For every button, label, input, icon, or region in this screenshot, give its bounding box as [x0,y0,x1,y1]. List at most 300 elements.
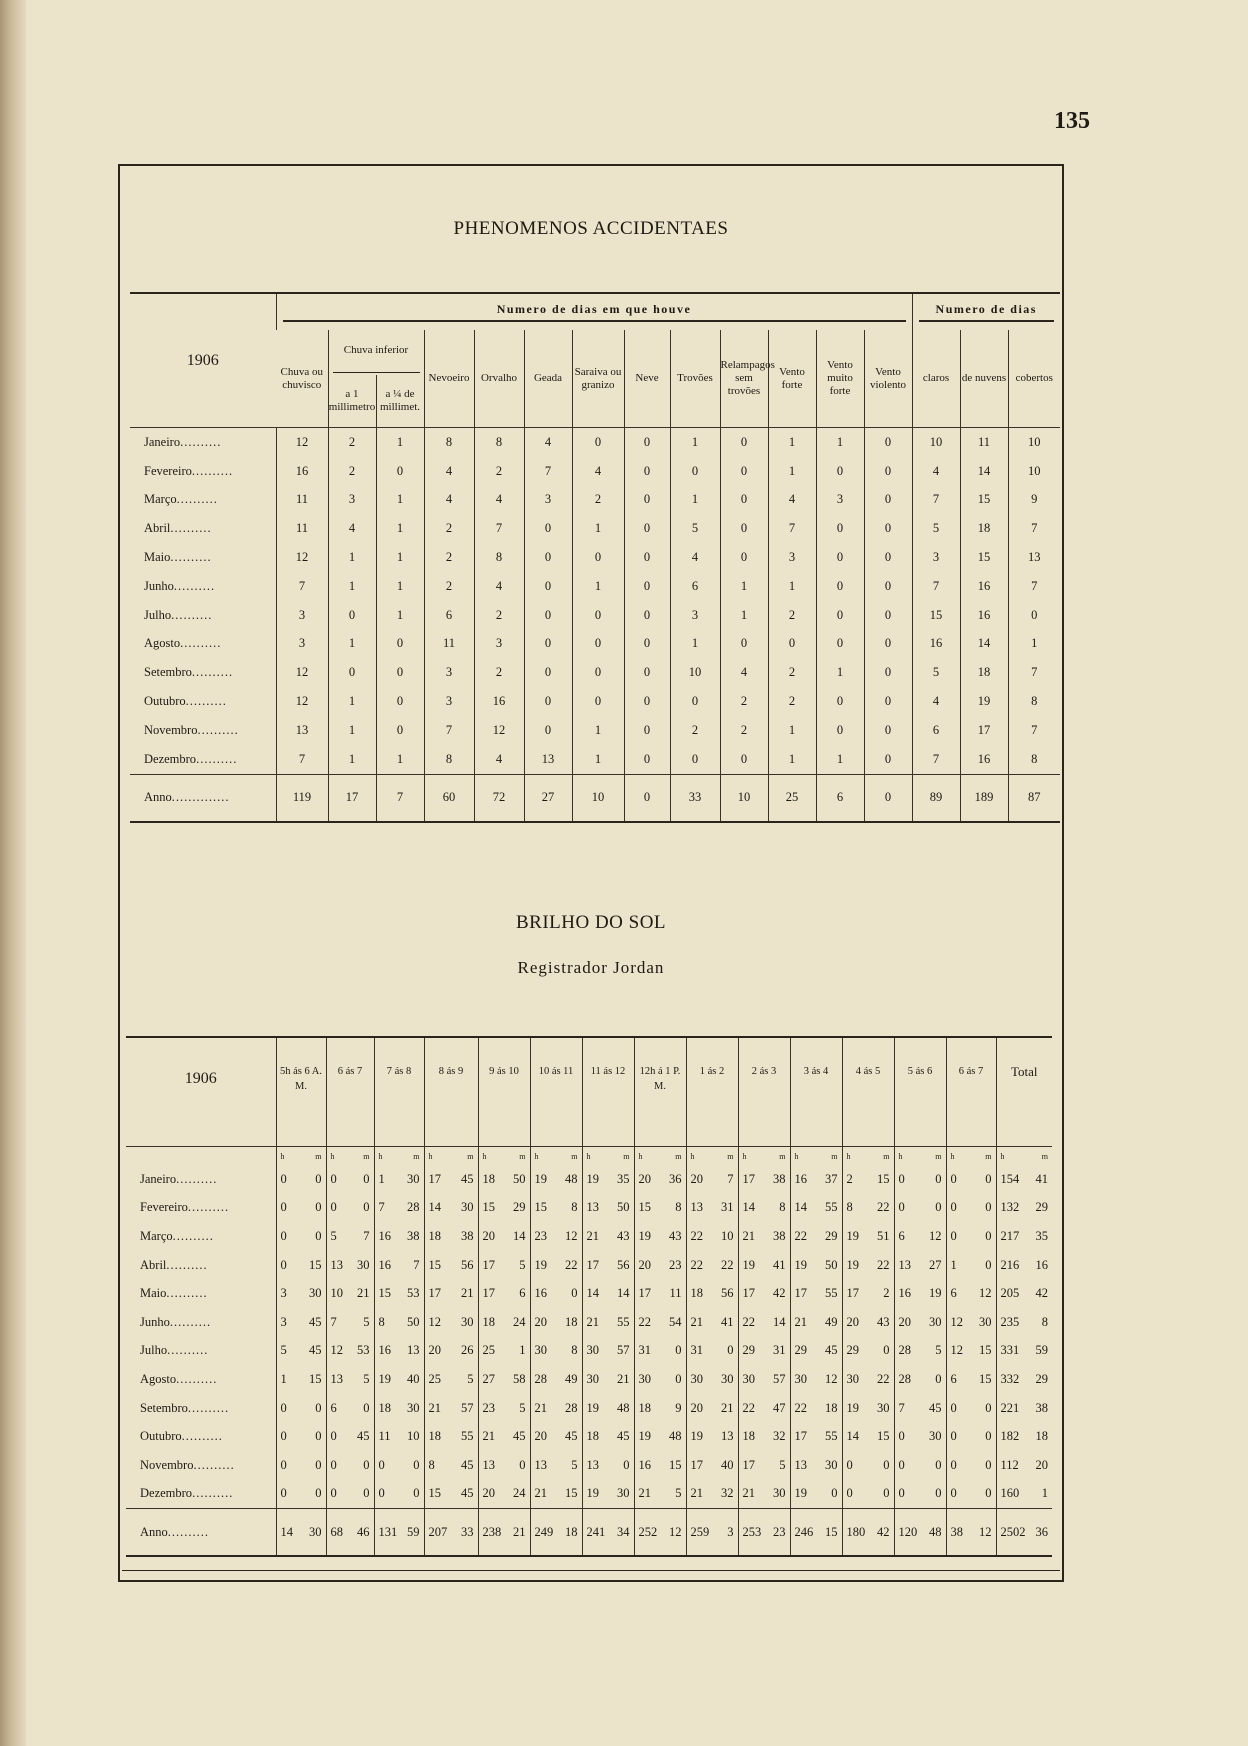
time-cell [634,1279,686,1308]
minutes: 12 [929,1228,942,1243]
leader-dots: .......... [176,1371,218,1386]
minutes: 7 [363,1228,370,1243]
table-cell: 8 [1008,745,1060,774]
minutes: 13 [407,1343,420,1358]
minutes: 18 [565,1524,578,1539]
hours: 7 [378,1200,385,1215]
hours: 22 [690,1228,703,1243]
minutes: 42 [773,1286,786,1301]
table-cell: 2 [328,457,376,486]
time-cell [582,1451,634,1480]
hours: 20 [482,1486,495,1501]
total-cell: 0 [624,774,670,822]
hours: 17 [428,1171,441,1186]
time-cell [326,1509,374,1557]
minutes: 20 [1035,1457,1048,1472]
month-label [130,572,276,601]
hours: 13 [586,1200,599,1215]
minutes: 0 [935,1457,942,1472]
table-cell: 0 [376,716,424,745]
table-cell: 7 [1008,658,1060,687]
minutes: 49 [565,1371,578,1386]
minutes: 30 [461,1314,474,1329]
unit-cell [686,1147,738,1166]
table-row [130,572,1060,601]
time-cell [582,1365,634,1394]
time-cell [738,1365,790,1394]
table-cell: 4 [424,486,474,515]
minutes: 57 [617,1343,630,1358]
minutes: 48 [565,1171,578,1186]
hours: 3 [280,1314,287,1329]
chuva-inferior-label: Chuva inferior [343,344,409,356]
page-edge [0,0,26,1746]
table-cell: 0 [864,745,912,774]
time-cell [478,1365,530,1394]
col-vento-muito-forte: Vento muito forte [816,330,864,428]
time-cell [894,1480,946,1509]
col-chuva: Chuva ou chuvisco [276,330,328,428]
table-cell: 1 [816,745,864,774]
table-cell: 1 [720,572,768,601]
hours: 14 [428,1200,441,1215]
hours: 30 [586,1343,599,1358]
unit-cell [634,1147,686,1166]
minutes: 38 [461,1228,474,1243]
hours: 19 [638,1228,651,1243]
table-cell: 11 [276,514,328,543]
month-name: Setembro [140,1400,188,1415]
hours: 1 [378,1171,385,1186]
time-cell [374,1222,424,1251]
time-cell [946,1308,996,1337]
sunshine-year: 1906 [184,1070,217,1087]
hours: 12 [950,1314,963,1329]
hours: 332 [1000,1371,1020,1386]
minutes: 45 [461,1457,474,1472]
minutes: 24 [513,1486,526,1501]
hours: 18 [638,1400,651,1415]
hours: 19 [378,1371,391,1386]
minutes: 0 [985,1429,992,1444]
unit-hours: h [378,1151,383,1161]
hours: 154 [1000,1171,1020,1186]
col-5-6: 5 ás 6 [894,1037,946,1124]
leader-dots: .......... [187,1400,230,1415]
header-spacer [996,1124,1052,1147]
hours: 238 [482,1524,502,1539]
minutes: 30 [979,1314,992,1329]
minutes: 43 [669,1228,682,1243]
col-a-quarto-millimet: a ¼ de millimet. [379,388,421,413]
group-numero-dias-houve [276,293,912,330]
time-cell [790,1394,842,1423]
time-cell [686,1480,738,1509]
hours: 20 [846,1314,859,1329]
hours: 259 [690,1524,710,1539]
minutes: 8 [675,1200,682,1215]
table-row [130,514,1060,543]
time-cell [996,1279,1052,1308]
table-cell: 3 [328,486,376,515]
leader-dots: .............. [171,790,230,805]
time-cell [842,1480,894,1509]
table-cell: 0 [624,687,670,716]
minutes: 0 [935,1371,942,1386]
leader-dots: .......... [166,1286,208,1301]
minutes: 32 [773,1429,786,1444]
hours: 16 [638,1457,651,1472]
table-cell: 0 [864,687,912,716]
col-7-8: 7 ás 8 [374,1037,424,1124]
table-cell: 0 [572,630,624,659]
col-6-7: 6 ás 7 [326,1037,374,1124]
minutes: 10 [407,1429,420,1444]
time-cell [842,1222,894,1251]
minutes: 30 [929,1314,942,1329]
table-cell: 0 [524,687,572,716]
time-cell [424,1451,478,1480]
minutes: 5 [467,1371,474,1386]
table-row [130,457,1060,486]
time-cell [996,1509,1052,1557]
leader-dots: .......... [191,665,234,680]
minutes: 29 [513,1200,526,1215]
hours: 19 [846,1400,859,1415]
time-cell [326,1279,374,1308]
time-cell [790,1308,842,1337]
table-cell: 1 [328,543,376,572]
unit-hours: h [638,1151,643,1161]
time-cell [326,1451,374,1480]
minutes: 0 [985,1400,992,1415]
minutes: 15 [825,1524,838,1539]
minutes: 58 [513,1371,526,1386]
header-spacer [894,1124,946,1147]
hours: 30 [690,1371,703,1386]
month-name: Março [140,1228,173,1243]
minutes: 40 [407,1371,420,1386]
header-spacer [478,1124,530,1147]
table-cell: 0 [624,630,670,659]
minutes: 29 [1035,1371,1048,1386]
minutes: 55 [825,1429,838,1444]
hours: 17 [586,1257,599,1272]
table-cell: 0 [524,658,572,687]
table-cell: 18 [960,658,1008,687]
minutes: 27 [929,1257,942,1272]
month-name: Abril [140,1257,167,1272]
month-label [126,1222,276,1251]
time-cell [946,1480,996,1509]
time-cell [894,1451,946,1480]
hours: 19 [794,1257,807,1272]
minutes: 8 [779,1200,786,1215]
table-row [130,658,1060,687]
hours: 0 [280,1171,287,1186]
minutes: 0 [883,1486,890,1501]
table-cell: 0 [864,457,912,486]
time-cell [326,1222,374,1251]
unit-cell [738,1147,790,1166]
minutes: 10 [721,1228,734,1243]
table-row [126,1308,1052,1337]
total-row [126,1509,1052,1557]
hours: 16 [378,1257,391,1272]
hours: 30 [794,1371,807,1386]
leader-dots: .......... [170,521,212,536]
minutes: 14 [617,1286,630,1301]
minutes: 0 [727,1343,734,1358]
unit-minutes: m [727,1151,734,1161]
time-cell [634,1337,686,1366]
table-cell: 10 [1008,457,1060,486]
table-cell: 12 [474,716,524,745]
unit-spacer [126,1147,276,1166]
table-cell: 0 [572,658,624,687]
table-cell: 5 [670,514,720,543]
hours: 12 [330,1343,343,1358]
table-cell: 1 [816,428,864,457]
table-row [130,745,1060,774]
hours: 21 [638,1486,651,1501]
time-cell [686,1422,738,1451]
table-cell: 1 [572,572,624,601]
minutes: 9 [675,1400,682,1415]
minutes: 30 [309,1524,322,1539]
hours: 0 [280,1200,287,1215]
hours: 0 [950,1200,957,1215]
table-row [126,1165,1052,1194]
table-cell: 10 [912,428,960,457]
minutes: 38 [1035,1400,1048,1415]
time-cell [946,1337,996,1366]
table-cell: 10 [1008,428,1060,457]
table-row [130,601,1060,630]
time-cell [946,1165,996,1194]
hours: 30 [586,1371,599,1386]
time-cell [894,1365,946,1394]
phenomena-table [130,292,1060,823]
minutes: 21 [617,1371,630,1386]
table-cell: 1 [1008,630,1060,659]
table-cell: 0 [816,572,864,601]
table-cell: 2 [768,687,816,716]
hours: 0 [280,1228,287,1243]
minutes: 0 [985,1200,992,1215]
time-cell [894,1165,946,1194]
hours: 21 [690,1486,703,1501]
minutes: 45 [461,1486,474,1501]
table-cell: 0 [1008,601,1060,630]
minutes: 33 [461,1524,474,1539]
unit-hours: h [690,1151,695,1161]
time-cell [530,1279,582,1308]
hours: 252 [638,1524,658,1539]
table-cell: 0 [864,486,912,515]
minutes: 45 [309,1343,322,1358]
hours: 182 [1000,1429,1020,1444]
minutes: 53 [357,1343,370,1358]
header-spacer [686,1124,738,1147]
month-name: Janeiro [144,434,181,449]
month-label [126,1194,276,1223]
unit-minutes: m [363,1151,370,1161]
hours: 15 [534,1200,547,1215]
month-label [126,1165,276,1194]
time-cell [738,1308,790,1337]
hours: 13 [330,1371,343,1386]
table-cell: 0 [864,601,912,630]
minutes: 30 [407,1171,420,1186]
table-cell: 16 [960,601,1008,630]
hours: 23 [482,1400,495,1415]
table-cell: 12 [276,687,328,716]
time-cell [842,1251,894,1280]
minutes: 0 [363,1400,370,1415]
minutes: 0 [315,1200,322,1215]
table-cell: 15 [912,601,960,630]
total-cell: 7 [376,774,424,822]
month-name: Junho [144,578,174,593]
table-cell: 0 [670,457,720,486]
table-cell: 2 [424,572,474,601]
hours: 13 [794,1457,807,1472]
hours: 23 [534,1228,547,1243]
month-label [130,687,276,716]
time-cell [634,1422,686,1451]
total-cell: 10 [572,774,624,822]
time-cell [738,1222,790,1251]
month-name: Fevereiro [140,1200,188,1215]
table-cell: 0 [524,543,572,572]
time-cell [530,1337,582,1366]
table-cell: 0 [524,572,572,601]
minutes: 5 [519,1400,526,1415]
table-cell: 2 [424,514,474,543]
hours: 17 [482,1286,495,1301]
unit-cell [894,1147,946,1166]
time-cell [276,1194,326,1223]
time-cell [894,1509,946,1557]
unit-hours: h [950,1151,955,1161]
table-cell: 1 [376,572,424,601]
table-cell: 1 [768,428,816,457]
minutes: 46 [357,1524,370,1539]
time-cell [790,1194,842,1223]
hours: 19 [846,1228,859,1243]
time-cell [738,1251,790,1280]
table-cell: 2 [720,687,768,716]
table-cell: 14 [960,457,1008,486]
time-cell [424,1394,478,1423]
minutes: 1 [1041,1486,1048,1501]
table-cell: 0 [376,658,424,687]
time-cell [946,1194,996,1223]
table-row [130,486,1060,515]
time-cell [738,1337,790,1366]
hours: 13 [534,1457,547,1472]
time-cell [894,1337,946,1366]
table-cell: 0 [524,601,572,630]
hours: 18 [482,1314,495,1329]
table-cell: 13 [276,716,328,745]
month-name: Julho [140,1343,168,1358]
leader-dots: .......... [166,1257,208,1272]
table-cell: 4 [328,514,376,543]
minutes: 40 [721,1457,734,1472]
hours: 21 [742,1486,755,1501]
time-cell [738,1451,790,1480]
minutes: 59 [1035,1343,1048,1358]
time-cell [686,1194,738,1223]
table-cell: 4 [912,457,960,486]
header-spacer [842,1124,894,1147]
minutes: 21 [513,1524,526,1539]
table-cell: 2 [474,457,524,486]
minutes: 41 [1035,1171,1048,1186]
minutes: 12 [669,1524,682,1539]
table-cell: 1 [670,486,720,515]
table-cell: 0 [624,572,670,601]
time-cell [790,1365,842,1394]
phenomena-title: PHENOMENOS ACCIDENTAES [453,218,729,239]
table-cell: 2 [572,486,624,515]
time-cell [478,1337,530,1366]
minutes: 0 [623,1457,630,1472]
table-row [126,1422,1052,1451]
time-cell [634,1194,686,1223]
minutes: 36 [1035,1524,1048,1539]
hours: 22 [794,1400,807,1415]
time-cell [738,1422,790,1451]
hours: 12 [950,1343,963,1358]
time-cell [326,1337,374,1366]
unit-minutes: m [413,1151,420,1161]
hours: 8 [378,1314,385,1329]
hours: 0 [950,1171,957,1186]
hours: 17 [742,1457,755,1472]
hours: 3 [280,1286,287,1301]
hours: 30 [846,1371,859,1386]
col-relampagos: Relampagos sem trovões [720,330,768,428]
time-cell [478,1394,530,1423]
minutes: 0 [315,1486,322,1501]
hours: 20 [690,1171,703,1186]
table-cell: 0 [816,543,864,572]
unit-hours: h [586,1151,591,1161]
table-cell: 0 [816,687,864,716]
time-cell [530,1308,582,1337]
hours: 216 [1000,1257,1020,1272]
hours: 16 [898,1286,911,1301]
table-cell: 1 [328,745,376,774]
time-cell [738,1165,790,1194]
time-cell [738,1194,790,1223]
hours: 0 [846,1457,853,1472]
table-cell: 0 [768,630,816,659]
time-cell [634,1394,686,1423]
time-cell [894,1308,946,1337]
hours: 25 [482,1343,495,1358]
time-cell [996,1337,1052,1366]
month-label [130,457,276,486]
month-label [126,1365,276,1394]
table-cell: 0 [864,428,912,457]
hours: 1 [950,1257,957,1272]
hours: 20 [898,1314,911,1329]
minutes: 8 [1041,1314,1048,1329]
